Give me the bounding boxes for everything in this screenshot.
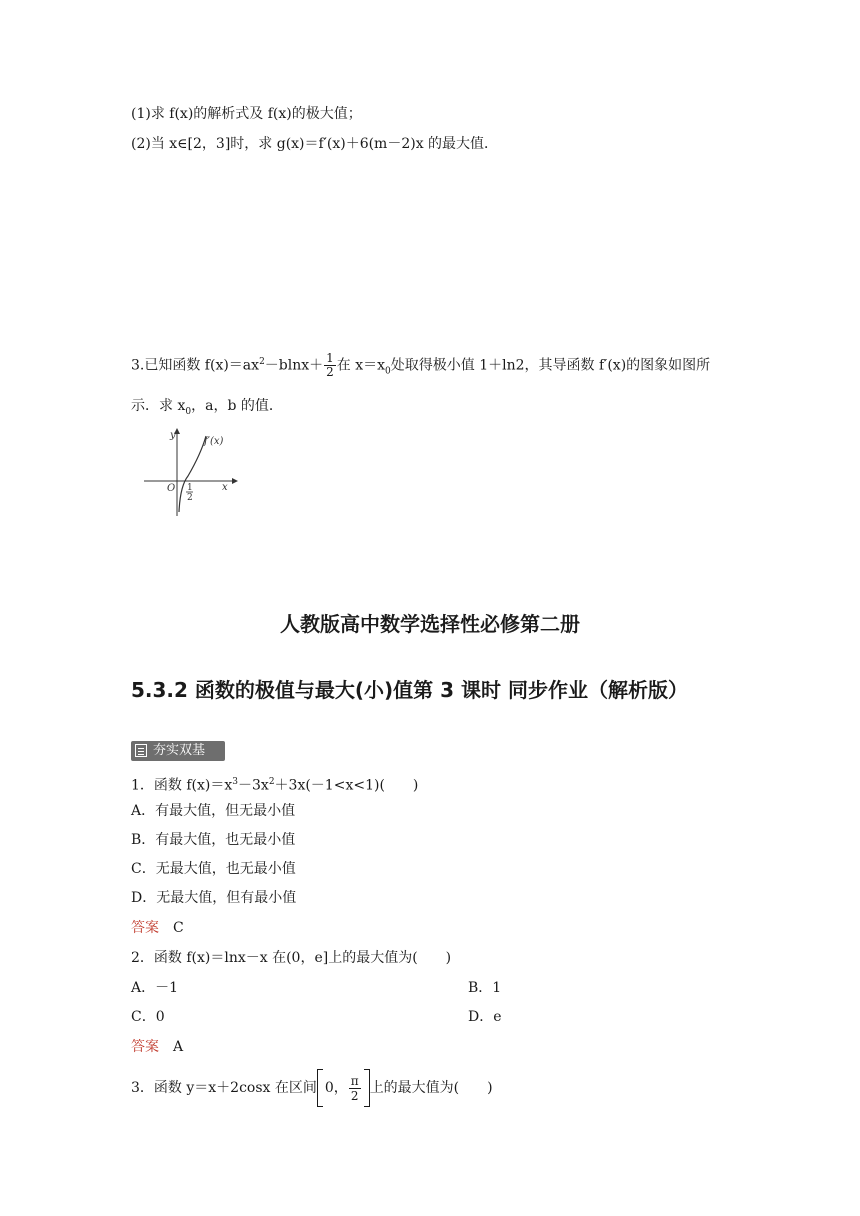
interval-bracket: 0， $\frac{\pi}{2}$ — [317, 1069, 370, 1107]
q2-answer — [131, 1037, 183, 1057]
answer-label: 答案 — [131, 1039, 159, 1055]
part1-question-2: (2)当 x∈[2，3]时，求 g(x)＝f′(x)＋6(m－2)x 的最大值． — [131, 136, 499, 152]
x-axis-label: x — [222, 482, 228, 493]
q1-option-c: C．无最大值，也无最小值 — [131, 861, 296, 877]
y-axis-label: y — [170, 430, 176, 441]
q3-stem: 3．函数 y＝x＋2cosx 在区间 0， $\frac{\pi}{2}$ 上的最大值为( ) — [131, 1068, 493, 1108]
q2-option-b: B．1 — [468, 980, 502, 996]
problem3-line1: 3.已知函数 $f(x)=ax^2-blnx+$ $\frac{1}{2}$ 在 $x=x_0$处取得极小值 1＋ln2，其导函数 f′(x)的图象如图所 — [131, 351, 711, 380]
derivative-graph — [140, 428, 240, 518]
notebook-icon — [135, 744, 147, 757]
q2-option-c: C．0 — [131, 1009, 165, 1025]
document-title: 人教版高中数学选择性必修第二册 — [280, 612, 580, 636]
problem3-line2: 示．求 $x_0$，a，b 的值． — [131, 398, 283, 417]
section-badge: 夯实双基 — [131, 741, 225, 761]
q1-answer — [131, 918, 184, 938]
tick-numerator: 1 — [187, 483, 193, 493]
tick-denominator: 2 — [187, 493, 193, 503]
q1-option-b: B．有最大值，也无最小值 — [131, 832, 296, 848]
q2-option-a: A．－1 — [131, 980, 179, 996]
q1-stem: 1．函数 $f(x)=x^3-3x^2+3x(-1<x<1)$( ) — [131, 777, 419, 794]
part1-question-1: (1)求 f(x)的解析式及 f(x)的极大值； — [131, 106, 362, 122]
fraction-half: $\frac{1}{2}$ — [326, 351, 334, 380]
q1-option-a: A．有最大值，但无最小值 — [131, 803, 296, 819]
curve-label: f′(x) — [204, 436, 224, 447]
answer-value: C — [173, 920, 184, 936]
document-subtitle: 5.3.2 函数的极值与最大(小)值第 3 课时 同步作业（解析版） — [131, 678, 688, 702]
answer-value: A — [173, 1039, 184, 1055]
answer-label: 答案 — [131, 920, 159, 936]
q1-option-d: D．无最大值，但有最小值 — [131, 890, 297, 906]
origin-label: O — [167, 483, 176, 494]
q2-stem: 2．函数 f(x)＝lnx－x 在(0，e]上的最大值为( ) — [131, 950, 452, 966]
q2-option-d: D．e — [468, 1009, 502, 1025]
